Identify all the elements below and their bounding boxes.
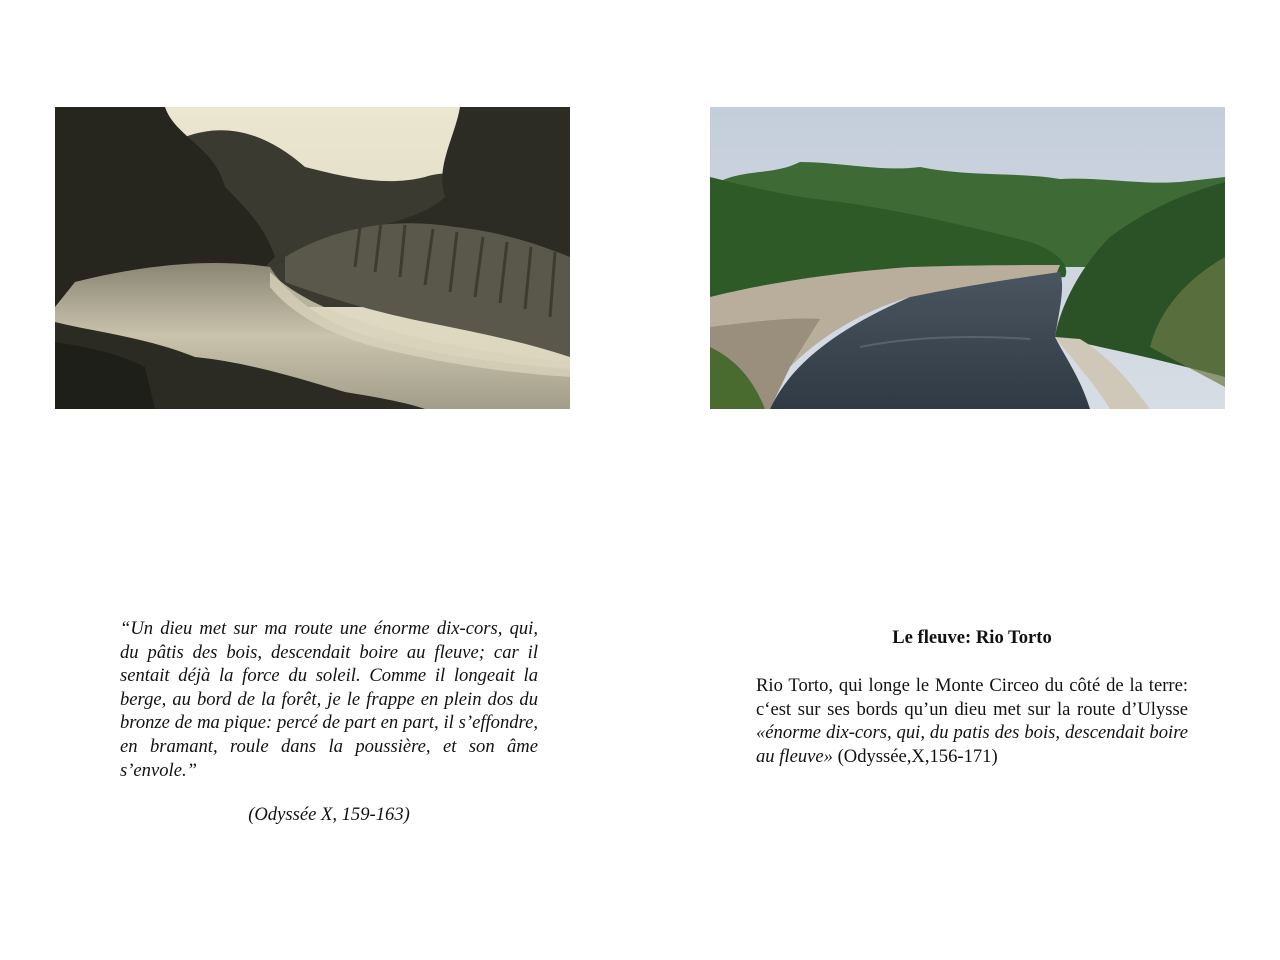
description-italic-quote: «énorme dix-cors, qui, du patis des bois, descendait boire au fleuve» (756, 722, 1188, 767)
quote-source: (Odyssée X, 159-163) (248, 804, 410, 825)
sepia-river-image (55, 107, 570, 409)
color-river-photo (710, 107, 1225, 409)
odyssey-quote: “Un dieu met sur ma route une énorme dix-cors, qui, du pâtis des bois, descendait boire au fleuve; car il sentait déjà la force du soleil. Comme il longeait la berge, au bord de la forêt, je le frappe en plein dos du bronze de ma pique: percé de part en part, il s’effondre, en bramant, roule dans la poussière, et son âme s’envole.” (120, 618, 538, 781)
page-title: Le fleuve: Rio Torto (892, 627, 1052, 648)
description-text-2: (Odyssée,X,156-171) (832, 745, 998, 767)
sepia-river-photo (55, 107, 570, 409)
description-text-1: Rio Torto, qui longe le Monte Circeo du côté de la terre: c‘est sur ses bords qu’un dieu met sur la route d’Ulysse (756, 675, 1188, 720)
river-description (756, 674, 1188, 768)
color-river-image (710, 107, 1225, 409)
